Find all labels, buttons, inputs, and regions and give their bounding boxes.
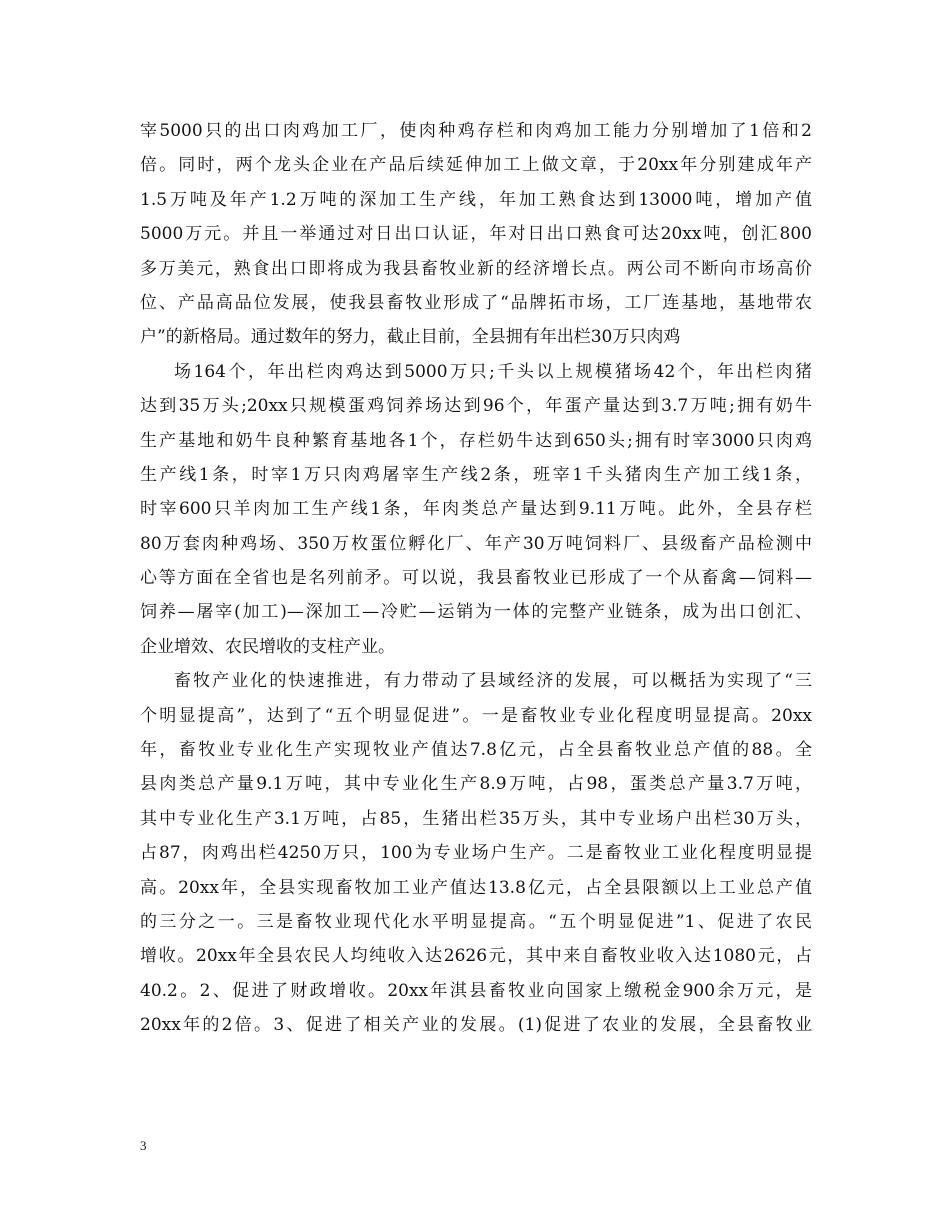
text-line: 畜牧产业化的快速推进，有力带动了县域经济的发展，可以概括为实现了“三 [174,671,812,692]
text-line: 占87，肉鸡出栏4250万只，100为专业场户生产。二是畜牧业工业化程度明显提 [140,843,812,864]
text-line: 县肉类总产量9.1万吨，其中专业化生产8.9万吨，占98，蛋类总产量3.7万吨， [140,774,812,795]
text-line: 饲养—屠宰(加工)—深加工—冷贮—运销为一体的完整产业链条，成为出口创汇、 [140,602,812,623]
text-line: 达到35万头;20xx只规模蛋鸡饲养场达到96个，年蛋产量达到3.7万吨;拥有奶牛 [140,396,812,417]
text-line: 年，畜牧业专业化生产实现牧业产值达7.8亿元，占全县畜牧业总产值的88。全 [140,740,812,761]
page-number: 3 [140,1138,147,1153]
text-line: 的三分之一。三是畜牧业现代化水平明显提高。“五个明显促进”1、促进了农民 [140,911,812,932]
text-line: 生产线1条，时宰1万只肉鸡屠宰生产线2条，班宰1千头猪肉生产加工线1条， [140,464,812,485]
text-line: 宰5000只的出口肉鸡加工厂，使肉种鸡存栏和肉鸡加工能力分别增加了1倍和2 [140,121,812,141]
text-line: 倍。同时，两个龙头企业在产品后续延伸加工上做文章，于20xx年分别建成年产 [140,155,812,176]
text-line: 其中专业化生产3.1万吨，占85，生猪出栏35万头，其中专业场户出栏30万头， [140,808,812,829]
text-line: 心等方面在全省也是名列前矛。可以说，我县畜牧业已形成了一个从畜禽—饲料— [140,568,812,589]
text-line: 1.5万吨及年产1.2万吨的深加工生产线，年加工熟食达到13000吨，增加产值 [140,189,812,210]
text-line: 40.2。2、促进了财政增收。20xx年淇县畜牧业向国家上缴税金900余万元，是 [140,980,812,1001]
text-line: 20xx年的2倍。3、促进了相关产业的发展。(1)促进了农业的发展，全县畜牧业 [140,1015,812,1036]
text-line: 高。20xx年，全县实现畜牧加工业产值达13.8亿元，占全县限额以上工业总产值 [140,877,812,898]
text-line: 位、产品高品位发展，使我县畜牧业形成了“品牌拓市场，工厂连基地，基地带农 [140,292,812,313]
text-line: 5000万元。并且一举通过对日出口认证，年对日出口熟食可达20xx吨，创汇800 [140,224,812,245]
text-line: 生产基地和奶牛良种繁育基地各1个，存栏奶牛达到650头;拥有时宰3000只肉鸡 [140,430,812,451]
text-line: 多万美元，熟食出口即将成为我县畜牧业新的经济增长点。两公司不断向市场高价 [140,258,812,279]
body-text [140,114,812,1043]
text-line: 80万套肉种鸡场、350万枚蛋位孵化厂、年产30万吨饲料厂、县级畜产品检测中 [140,533,812,554]
text-line: 增收。20xx年全县农民人均纯收入达2626元，其中来自畜牧业收入达1080元，占 [140,946,812,967]
text-line: 企业增效、农民增收的支柱产业。 [140,636,395,657]
text-line: 时宰600只羊肉加工生产线1条，年肉类总产量达到9.11万吨。此外，全县存栏 [140,499,812,520]
text-line: 户”的新格局。通过数年的努力，截止目前，全县拥有年出栏30万只肉鸡 [140,327,681,348]
text-line: 个明显提高”，达到了“五个明显促进”。一是畜牧业专业化程度明显提高。20xx [140,705,812,726]
text-line: 场164个，年出栏肉鸡达到5000万只;千头以上规模猪场42个，年出栏肉猪 [174,361,812,382]
